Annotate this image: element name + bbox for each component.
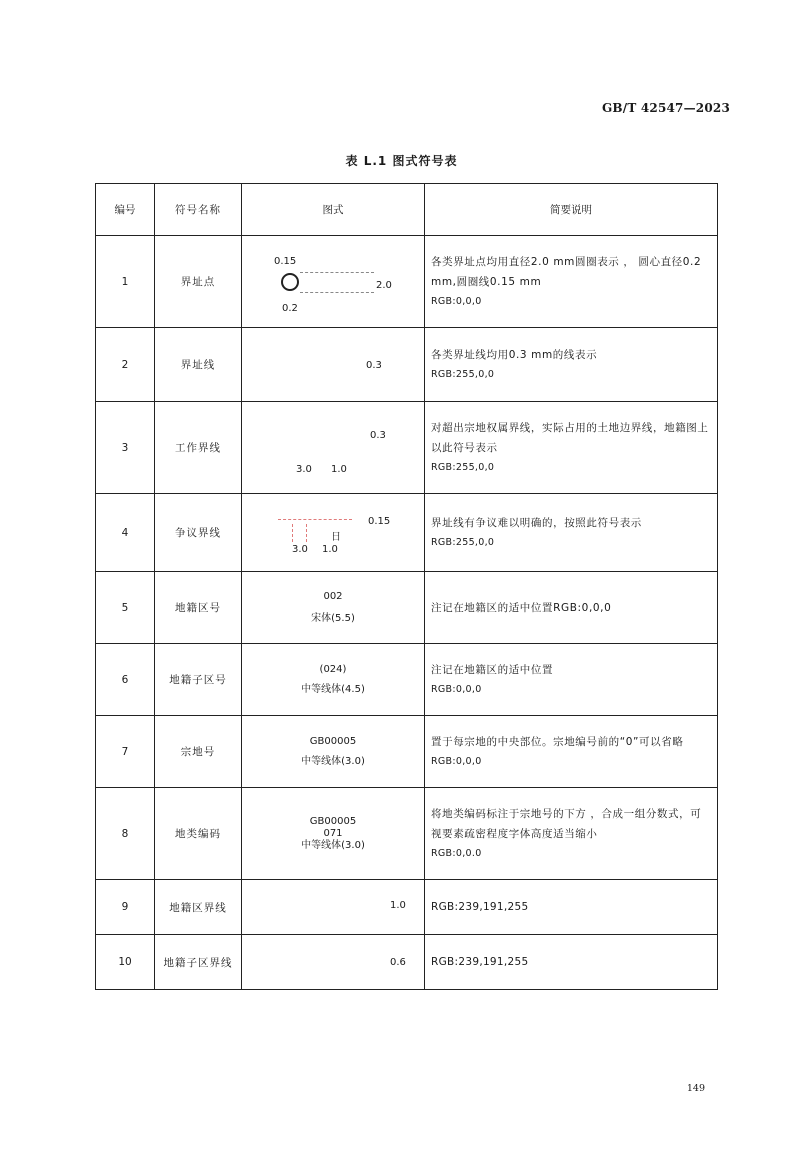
row-name: 宗地号: [155, 716, 242, 788]
desc-rgb: RGB:0,0,0: [431, 295, 482, 307]
row-no: 1: [96, 236, 155, 328]
figure-line: GB00005: [309, 815, 357, 827]
figure-line: 中等线体(3.0): [301, 755, 365, 767]
row-figure: [242, 880, 425, 935]
dimension-line: [300, 272, 374, 273]
table-row: [96, 716, 718, 788]
header-figure: 图式: [242, 184, 425, 236]
row-name: 地籍子区界线: [155, 935, 242, 990]
standard-number: GB/T 42547—2023: [601, 101, 730, 115]
row-name: 地籍子区号: [155, 644, 242, 716]
row-desc: [425, 402, 718, 494]
figure-label: 1.0: [322, 544, 338, 555]
boundary-point-symbol: [281, 273, 299, 291]
row-desc: [425, 494, 718, 572]
desc-text: RGB:239,191,255: [431, 956, 529, 968]
row-name: 地籍区界线: [155, 880, 242, 935]
desc-rgb: RGB:255,0,0: [431, 536, 495, 548]
row-desc: [425, 236, 718, 328]
figure-label: 日: [331, 532, 341, 543]
row-desc: [425, 644, 718, 716]
desc-rgb: RGB:0,0,0: [431, 755, 482, 767]
row-name: 地籍区号: [155, 572, 242, 644]
row-figure: [242, 788, 425, 880]
table-row: [96, 788, 718, 880]
row-desc: [425, 788, 718, 880]
figure-label: 3.0: [292, 544, 308, 555]
figure-line: 中等线体(3.0): [301, 839, 365, 851]
row-figure: [242, 572, 425, 644]
figure-line: (024): [319, 663, 347, 675]
figure-label: 0.3: [370, 430, 386, 441]
row-no: 6: [96, 644, 155, 716]
row-no: 4: [96, 494, 155, 572]
figure-text: [242, 732, 424, 772]
row-no: 2: [96, 328, 155, 402]
row-desc: [425, 328, 718, 402]
table-row: [96, 402, 718, 494]
row-name: 界址点: [155, 236, 242, 328]
table-row: [96, 935, 718, 990]
desc-text: 置于每宗地的中央部位。宗地编号前的“0”可以省略: [431, 735, 684, 748]
row-no: 8: [96, 788, 155, 880]
symbol-table: [95, 183, 718, 990]
row-name: 地类编码: [155, 788, 242, 880]
figure-label: 0.3: [366, 360, 382, 371]
desc-text: RGB:239,191,255: [431, 901, 529, 913]
row-desc: [425, 716, 718, 788]
row-no: 9: [96, 880, 155, 935]
row-name: 工作界线: [155, 402, 242, 494]
table-row: [96, 494, 718, 572]
figure-label: 1.0: [390, 900, 406, 911]
dimension-line: [300, 292, 374, 293]
figure-label: 2.0: [376, 280, 392, 291]
row-figure: [242, 494, 425, 572]
desc-text: 界址线有争议难以明确的，按照此符号表示: [431, 516, 642, 529]
figure-line: 中等线体(4.5): [301, 683, 365, 695]
row-figure: [242, 716, 425, 788]
row-no: 5: [96, 572, 155, 644]
desc-text: 各类界址点均用直径2.0 mm圆圈表示 ， 圆心直径0.2 mm,圆圈线0.15 mm: [431, 255, 702, 288]
figure-label: 0.15: [368, 516, 391, 527]
row-figure: [242, 236, 425, 328]
table-row: [96, 644, 718, 716]
row-figure: [242, 935, 425, 990]
table-row: [96, 880, 718, 935]
header-name: 符号名称: [155, 184, 242, 236]
table-header-row: [96, 184, 718, 236]
dimension-line: [306, 524, 307, 542]
row-desc: [425, 935, 718, 990]
table-row: [96, 236, 718, 328]
row-figure: [242, 644, 425, 716]
row-no: 10: [96, 935, 155, 990]
desc-text: 各类界址线均用0.3 mm的线表示: [431, 348, 598, 361]
row-desc: [425, 572, 718, 644]
figure-line: 002: [323, 590, 343, 602]
dimension-line: [292, 524, 293, 542]
desc-text: 对超出宗地权属界线，实际占用的土地边界线，地籍图上以此符号表示: [431, 421, 709, 454]
figure-line: 宋体(5.5): [311, 612, 355, 624]
desc-rgb: RGB:0,0,0: [431, 683, 482, 695]
figure-line: GB00005: [309, 735, 357, 747]
row-name: 界址线: [155, 328, 242, 402]
figure-label: 3.0: [296, 464, 312, 475]
row-no: 3: [96, 402, 155, 494]
row-figure: [242, 328, 425, 402]
row-figure: [242, 402, 425, 494]
table-row: [96, 572, 718, 644]
figure-label: 0.2: [282, 303, 298, 314]
page-number: 149: [686, 1083, 705, 1094]
figure-label: 0.6: [390, 957, 406, 968]
table-row: [96, 328, 718, 402]
row-no: 7: [96, 716, 155, 788]
row-name: 争议界线: [155, 494, 242, 572]
desc-text: 注记在地籍区的适中位置RGB:0,0,0: [431, 601, 612, 614]
table-title: 表 L.1 图式符号表: [345, 154, 458, 168]
figure-text: [242, 586, 424, 630]
desc-rgb: RGB:255,0,0: [431, 368, 495, 380]
dispute-line-symbol: [278, 519, 352, 520]
header-no: 编号: [96, 184, 155, 236]
figure-label: 1.0: [331, 464, 347, 475]
header-desc: 简要说明: [425, 184, 718, 236]
figure-line: 071: [323, 827, 343, 839]
desc-rgb: RGB:255,0,0: [431, 461, 495, 473]
desc-text: 将地类编码标注于宗地号的下方 ，合成一组分数式，可视要素疏密程度字体高度适当缩小: [431, 807, 702, 840]
figure-text: [242, 660, 424, 700]
figure-label: 0.15: [274, 256, 297, 267]
desc-text: 注记在地籍区的适中位置: [431, 663, 554, 676]
figure-text: [242, 816, 424, 852]
row-desc: [425, 880, 718, 935]
desc-rgb: RGB:0,0.0: [431, 847, 482, 859]
